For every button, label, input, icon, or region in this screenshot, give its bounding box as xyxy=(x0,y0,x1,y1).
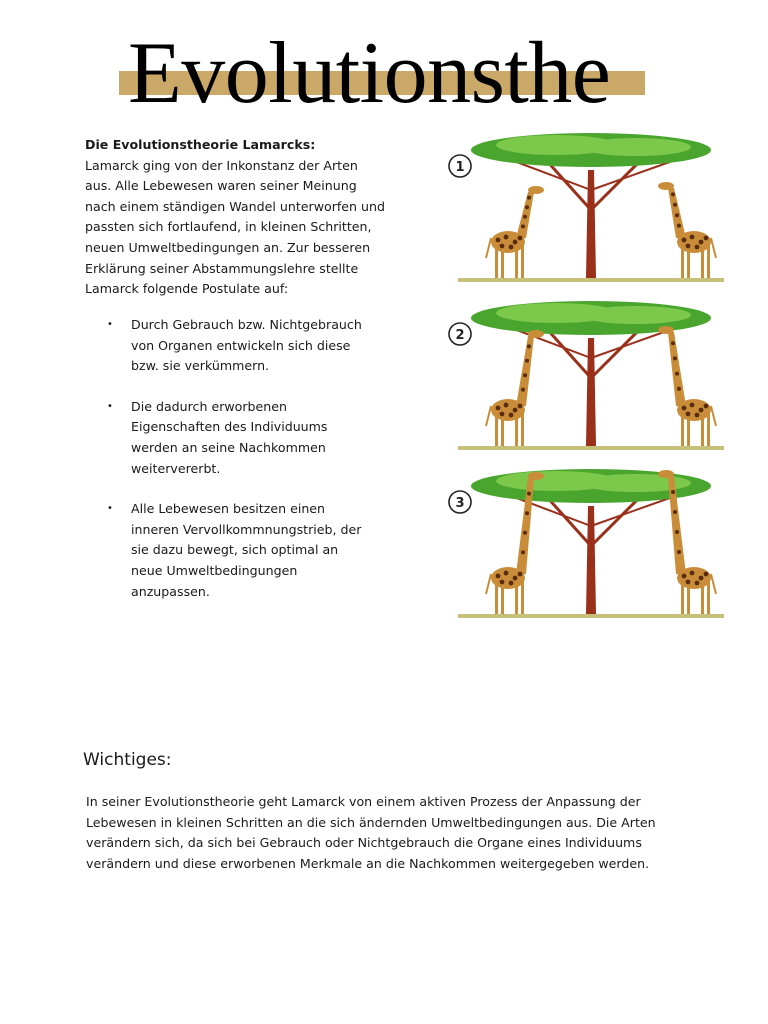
giraffe-spot xyxy=(504,235,509,240)
tree-branch xyxy=(546,328,591,378)
giraffe-spot xyxy=(699,408,704,413)
giraffe-spot xyxy=(704,236,709,241)
giraffe-head xyxy=(528,472,544,480)
bullet-icon: • xyxy=(107,400,113,412)
giraffe-spot xyxy=(677,550,681,554)
ground-strip xyxy=(458,614,724,618)
giraffe-spot xyxy=(682,574,687,579)
giraffe-spot xyxy=(682,238,687,243)
list-item xyxy=(107,397,372,479)
tree-canopy-highlight xyxy=(581,306,691,324)
panel-number: 3 xyxy=(455,496,465,511)
giraffe-spot xyxy=(509,413,514,418)
tree-trunk xyxy=(586,338,596,446)
important-heading: Wichtiges: xyxy=(83,750,172,770)
giraffe-spot xyxy=(677,387,681,391)
panel-number: 1 xyxy=(455,160,465,175)
giraffe-spot xyxy=(504,571,509,576)
giraffe-spot xyxy=(521,388,525,392)
list-item-text: Die dadurch erworbenen Eigenschaften des Individuums werden an seine Nachkommen weitervererbt. xyxy=(131,398,328,476)
giraffe-spot xyxy=(699,240,704,245)
list-item xyxy=(107,499,372,602)
giraffe-spot xyxy=(690,403,695,408)
giraffe-spot xyxy=(695,581,700,586)
giraffe-spot xyxy=(704,572,709,577)
giraffe-spot xyxy=(527,492,531,496)
giraffe-spot xyxy=(525,359,529,363)
giraffe-spot xyxy=(496,238,501,243)
tree-branch xyxy=(591,328,641,378)
giraffe-spot xyxy=(675,530,679,534)
panel-number: 2 xyxy=(455,328,465,343)
giraffe-neck xyxy=(668,188,686,238)
giraffe-tail xyxy=(486,574,491,594)
giraffe-spot xyxy=(671,490,675,494)
giraffe-spot xyxy=(671,341,675,345)
giraffe-head xyxy=(658,182,674,190)
giraffe-spot xyxy=(513,240,518,245)
giraffe-spot xyxy=(673,356,677,360)
giraffe-spot xyxy=(509,581,514,586)
giraffe-spot xyxy=(704,404,709,409)
giraffe-spot xyxy=(500,580,505,585)
giraffe-tail xyxy=(711,574,716,594)
giraffe-evolution-illustration xyxy=(446,130,728,636)
giraffe-spot xyxy=(695,413,700,418)
evolution-panel xyxy=(449,133,724,282)
giraffe-spot xyxy=(673,510,677,514)
giraffe-spot xyxy=(675,372,679,376)
giraffe-neck xyxy=(516,336,534,406)
tree-trunk xyxy=(586,506,596,614)
giraffe-spot xyxy=(523,373,527,377)
list-item-text: Alle Lebewesen besitzen einen inneren Vervollkommnungstrieb, der sie dazu bewegt, sich optimal an neue Umweltbedingungen anzupassen. xyxy=(131,501,362,599)
giraffe-spot xyxy=(521,550,525,554)
intro-body: Lamarck ging von der Inkonstanz der Arten aus. Alle Lebewesen waren seiner Meinung nach einem ständigen Wandel unterworfen und passten sich fortlaufend, in kleinen Schritten, neuen Umweltbedingungen an. Zur besseren Erklärung seiner Abstammungslehre stellte Lamarck folgende Postulate auf: xyxy=(85,157,385,297)
giraffe-spot xyxy=(686,580,691,585)
evolution-panel xyxy=(449,469,724,618)
giraffe-spot xyxy=(686,244,691,249)
giraffe-spot xyxy=(523,215,527,219)
list-item xyxy=(107,315,372,377)
giraffe-spot xyxy=(518,236,523,241)
giraffe-spot xyxy=(496,574,501,579)
giraffe-spot xyxy=(496,406,501,411)
giraffe-head xyxy=(658,470,674,478)
postulate-list xyxy=(107,315,372,622)
giraffe-tail xyxy=(486,238,491,258)
giraffe-spot xyxy=(675,213,679,217)
giraffe-spot xyxy=(699,576,704,581)
giraffe-spot xyxy=(518,572,523,577)
giraffe-spot xyxy=(690,235,695,240)
giraffe-tail xyxy=(711,238,716,258)
giraffe-spot xyxy=(500,412,505,417)
giraffe-spot xyxy=(523,531,527,535)
giraffe-head xyxy=(528,330,544,338)
tree-canopy-highlight xyxy=(581,138,691,156)
giraffe-tail xyxy=(486,406,491,426)
giraffe-spot xyxy=(504,403,509,408)
giraffe-head xyxy=(658,326,674,334)
giraffe-spot xyxy=(521,224,525,228)
tree-trunk xyxy=(586,170,596,278)
giraffe-spot xyxy=(682,406,687,411)
giraffe-spot xyxy=(671,192,675,196)
giraffe-spot xyxy=(527,344,531,348)
giraffe-spot xyxy=(513,408,518,413)
giraffe-spot xyxy=(500,244,505,249)
intro-section xyxy=(85,135,385,300)
tree-branch xyxy=(591,496,641,546)
giraffe-neck xyxy=(668,332,686,406)
giraffe-head xyxy=(528,186,544,194)
list-item-text: Durch Gebrauch bzw. Nichtgebrauch von Organen entwickeln sich diese bzw. sie verkümmern. xyxy=(131,317,362,374)
tree-branch xyxy=(546,496,591,546)
intro-heading: Die Evolutionstheorie Lamarcks: xyxy=(85,137,316,152)
page-title: Evolutionsthe xyxy=(128,25,611,122)
evolution-panel xyxy=(449,301,724,450)
giraffe-spot xyxy=(686,412,691,417)
giraffe-spot xyxy=(695,245,700,250)
giraffe-spot xyxy=(527,196,531,200)
giraffe-tail xyxy=(711,406,716,426)
bullet-icon: • xyxy=(107,503,113,515)
ground-strip xyxy=(458,278,724,282)
ground-strip xyxy=(458,446,724,450)
tree-branch xyxy=(591,160,641,210)
giraffe-spot xyxy=(673,203,677,207)
giraffe-spot xyxy=(690,571,695,576)
giraffe-spot xyxy=(677,224,681,228)
giraffe-spot xyxy=(518,404,523,409)
giraffe-spot xyxy=(525,205,529,209)
giraffe-spot xyxy=(509,245,514,250)
tree-branch xyxy=(546,160,591,210)
summary-paragraph: In seiner Evolutionstheorie geht Lamarck von einem aktiven Prozess der Anpassung der Lebewesen in kleinen Schritten an die sich ändernden Umweltbedingungen aus. Die Arten verändern sich, da sich bei Gebrauch oder Nichtgebrauch die Organe eines Individuums verändern und diese erworbenen Merkmale an die Nachkommen weitergegeben werden. xyxy=(86,794,656,871)
bullet-icon: • xyxy=(107,319,113,330)
giraffe-spot xyxy=(513,576,518,581)
giraffe-spot xyxy=(525,511,529,515)
